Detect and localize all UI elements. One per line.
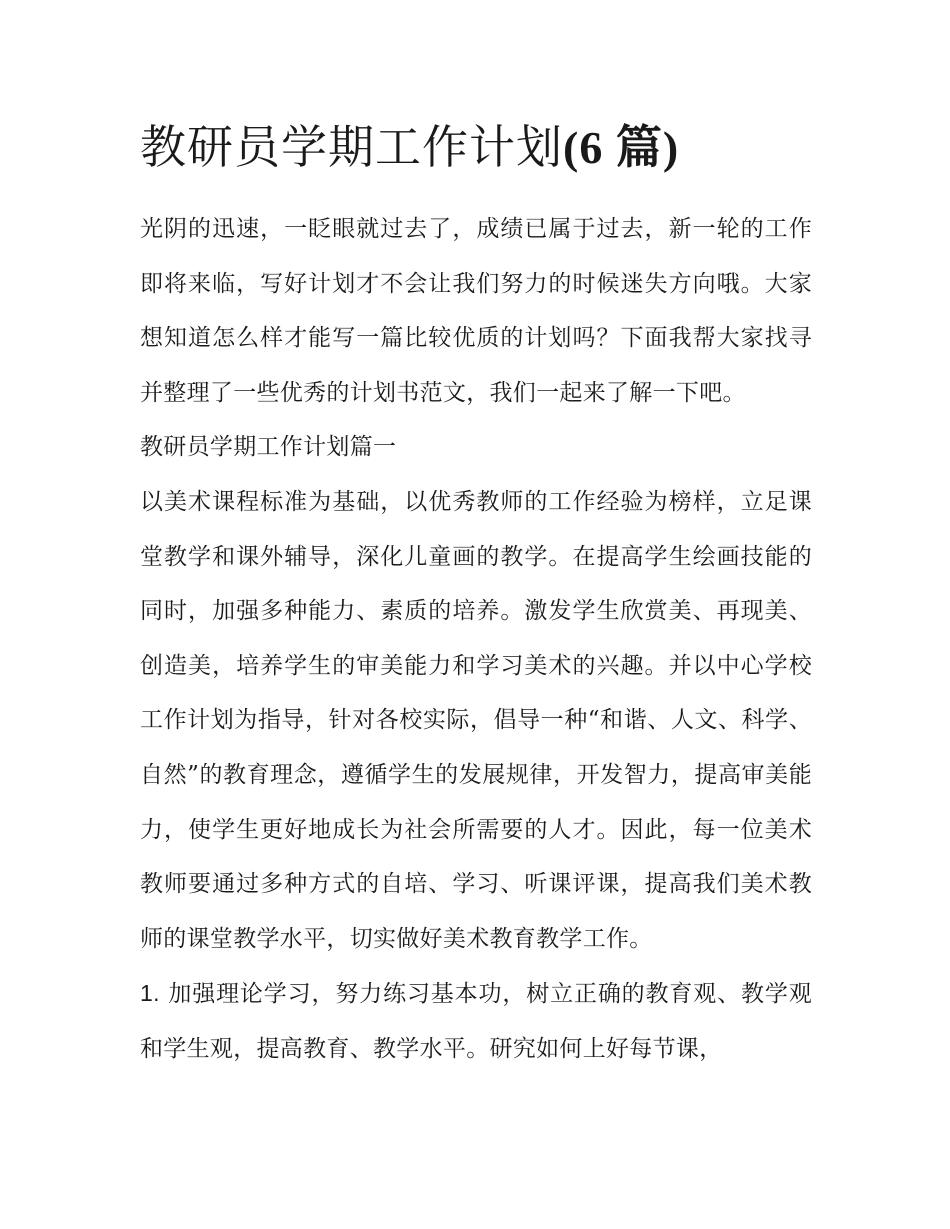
section-heading: 教研员学期工作计划篇一 [140,434,397,461]
numbered-item-1 [140,966,812,1076]
item-text: 加强理论学习，努力练习基本功，树立正确的教育观、教学观和学生观，提高教育、教学水平。研究如何上好每节课， [140,981,812,1062]
item-number: 1. [140,980,160,1007]
document-title [140,115,812,180]
document-title-suffix: (6 篇) [563,122,680,173]
document-content [140,115,812,1077]
document-title-main: 教研员学期工作计划 [140,120,563,174]
section-paragraph: 以美术课程标准为基础，以优秀教师的工作经验为榜样，立足课堂教学和课外辅导，深化儿童画的教学。在提高学生绘画技能的同时，加强多种能力、素质的培养。激发学生欣赏美、再现美、创造美，培养学生的审美能力和学习美术的兴趣。并以中心学校工作计划为指导，针对各校实际，倡导一种“和谐、人文、科学、自然”的教育理念，遵循学生的发展规律，开发智力，提高审美能力，使学生更好地成长为社会所需要的人才。因此，每一位美术教师要通过多种方式的自培、学习、听课评课，提高我们美术教师的课堂教学水平，切实做好美术教育教学工作。 [140,488,812,952]
intro-paragraph: 光阴的迅速，一眨眼就过去了，成绩已属于过去，新一轮的工作即将来临，写好计划才不会让我们努力的时候迷失方向哦。大家想知道怎么样才能写一篇比较优质的计划吗？下面我帮大家找寻并整理了一些优秀的计划书范文，我们一起来了解一下吧。 [140,216,812,406]
